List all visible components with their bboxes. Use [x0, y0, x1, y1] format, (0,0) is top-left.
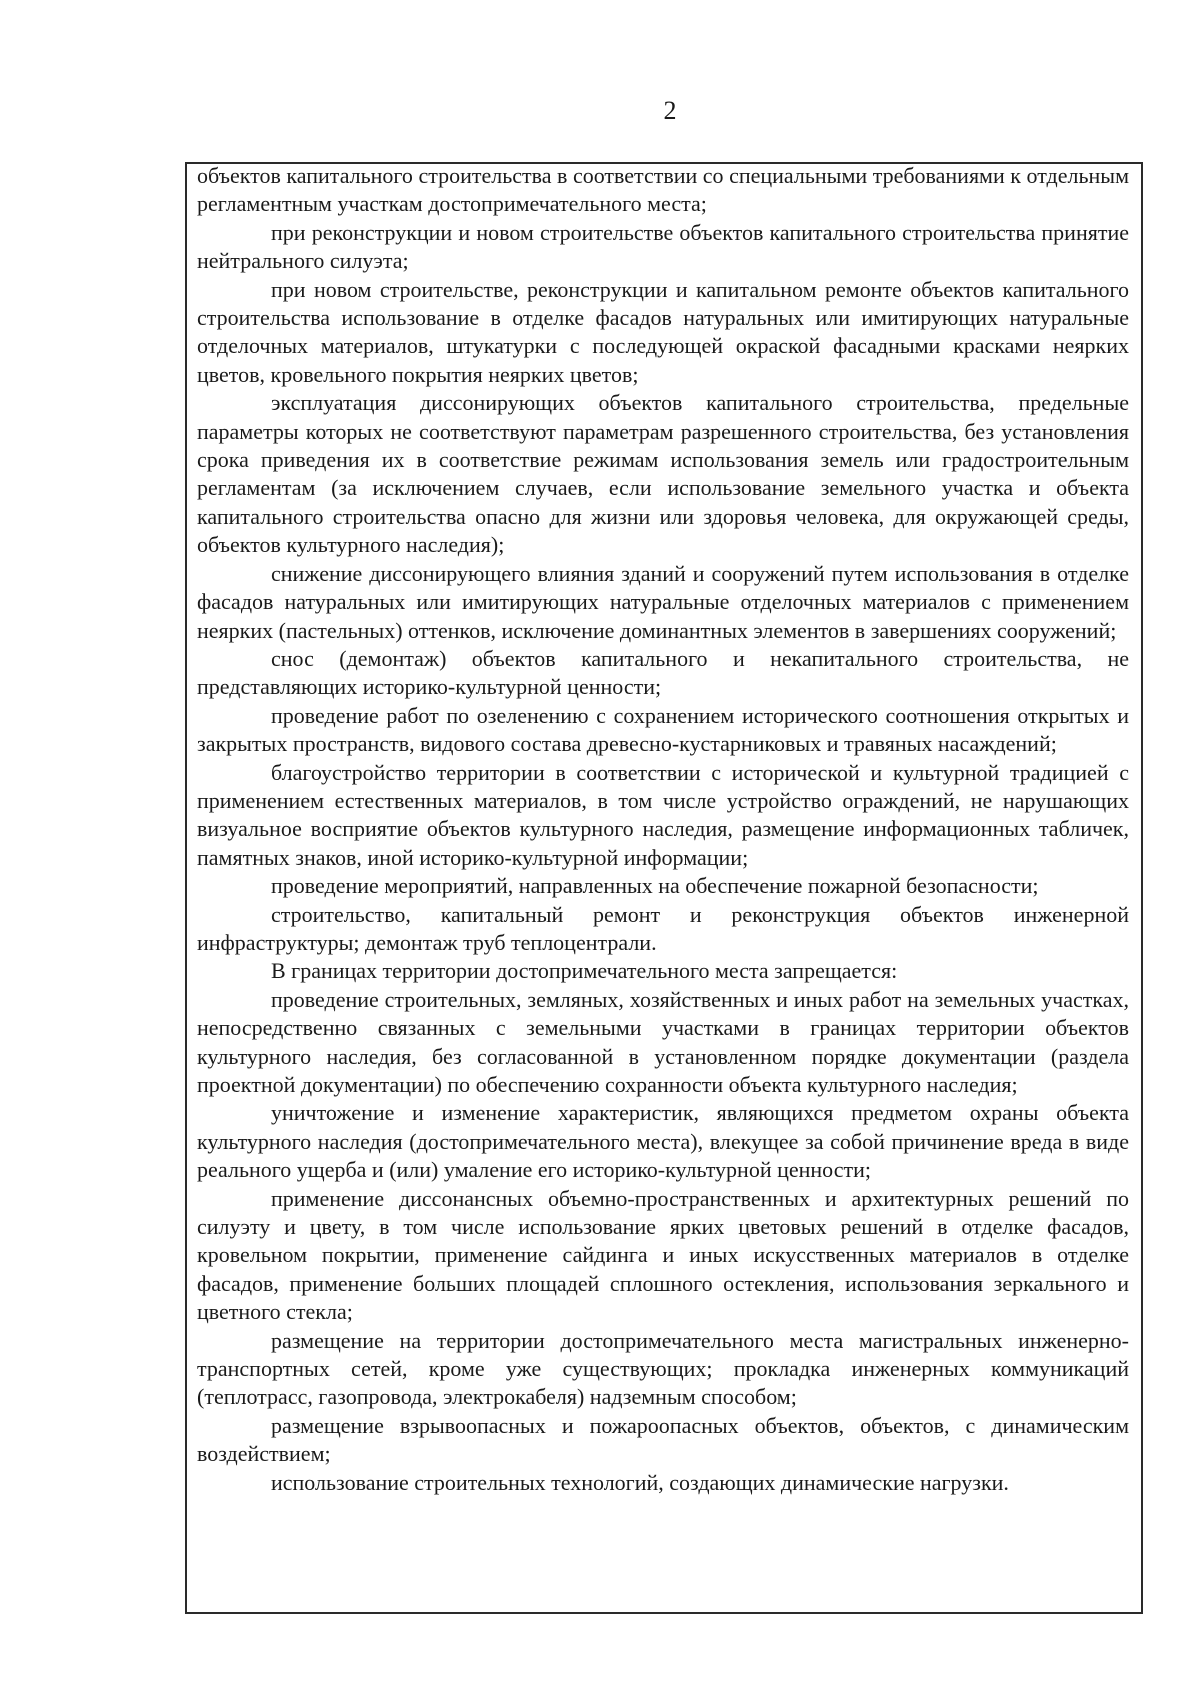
paragraph: объектов капитального строительства в соответствии со специальными требованиями к отдельным регламентным участкам достопримечательного места; — [197, 163, 1129, 217]
paragraph: уничтожение и изменение характеристик, являющихся предметом охраны объекта культурного наследия (достопримечательного места), влекущее за собой причинение вреда в виде реального ущерба и (или) умаление его историко-культурной ценности; — [197, 1100, 1129, 1183]
paragraph: проведение строительных, земляных, хозяйственных и иных работ на земельных участках, непосредственно связанных с земельными участками в границах территории объектов культурного наследия, без согласованной в установленном порядке документации (раздела проектной документации) по обеспечению сохранности объекта культурного наследия; — [197, 986, 1129, 1097]
paragraph: проведение работ по озеленению с сохранением исторического соотношения открытых и закрытых пространств, видового состава древесно-кустарниковых и травяных насаждений; — [197, 702, 1129, 757]
paragraph: благоустройство территории в соответствии с исторической и культурной традицией с применением естественных материалов, в том числе устройство ограждений, не нарушающих визуальное восприятие объектов культурного наследия, размещение информационных табличек, памятных знаков, иной историко-культурной информации; — [197, 759, 1129, 870]
document-text-frame — [185, 162, 1143, 1614]
paragraph: проведение мероприятий, направленных на обеспечение пожарной безопасности; — [271, 873, 1039, 899]
paragraph: применение диссонансных объемно-пространственных и архитектурных решений по силуэту и цвету, в том числе использование ярких цветовых решений в отделке фасадов, кровельном покрытии, применение сайдинга и иных искусственных материалов в отделке фасадов, применение больших площадей сплошного остекления, использования зеркального и цветного стекла; — [197, 1185, 1129, 1325]
paragraph: при новом строительстве, реконструкции и капитальном ремонте объектов капитального строительства использование в отделке фасадов натуральных или имитирующих натуральные отделочных материалов, штукатурки с последующей окраской фасадными красками неярких цветов, кровельного покрытия неярких цветов; — [197, 276, 1129, 387]
paragraph: эксплуатация диссонирующих объектов капитального строительства, предельные параметры которых не соответствуют параметрам разрешенного строительства, без установления срока приведения их в соответствие режимам использования земель или градостроительным регламентам (за исключением случаев, если использование земельного участка и объекта капитального строительства опасно для жизни или здоровья человека, для окружающей среды, объектов культурного наследия); — [197, 390, 1129, 558]
paragraph: использование строительных технологий, создающих динамические нагрузки. — [271, 1469, 1009, 1495]
page-number: 2 — [663, 96, 677, 125]
paragraph: снос (демонтаж) объектов капитального и некапитального строительства, не представляющих историко-культурной ценности; — [197, 645, 1129, 700]
paragraph: строительство, капитальный ремонт и реконструкция объектов инженерной инфраструктуры; демонтаж труб теплоцентрали. — [197, 901, 1129, 955]
paragraph: снижение диссонирующего влияния зданий и сооружений путем использования в отделке фасадов натуральных или имитирующих натуральные отделочных материалов с применением неярких (пастельных) оттенков, исключение доминантных элементов в завершениях сооружений; — [197, 560, 1129, 643]
paragraph: при реконструкции и новом строительстве объектов капитального строительства принятие нейтрального силуэта; — [197, 219, 1129, 274]
paragraph: В границах территории достопримечательного места запрещается: — [271, 958, 898, 984]
paragraph: размещение взрывоопасных и пожароопасных объектов, объектов, с динамическим воздействием; — [197, 1412, 1129, 1467]
paragraph: размещение на территории достопримечательного места магистральных инженерно-транспортных сетей, кроме уже существующих; прокладка инженерных коммуникаций (теплотрасс, газопровода, электрокабеля) надземным способом; — [197, 1327, 1129, 1410]
